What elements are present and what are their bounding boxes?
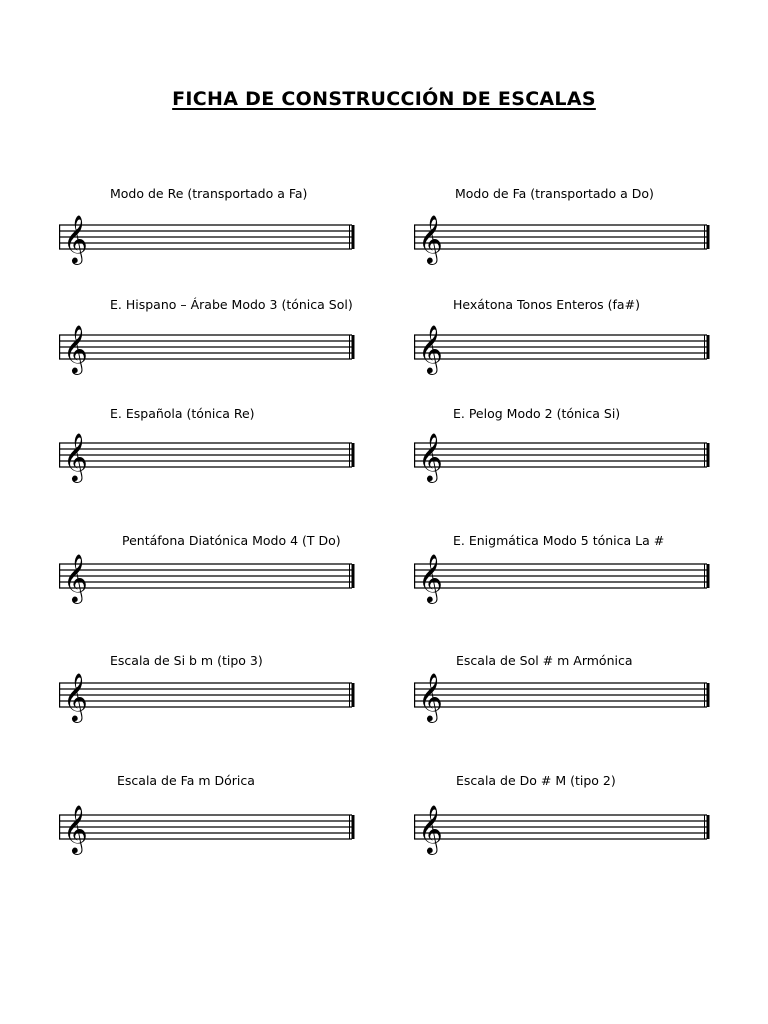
staff-1-right [414,214,710,264]
exercise-label-1-right: Modo de Fa (transportado a Do) [455,186,654,201]
exercise-label-3-left: E. Española (tónica Re) [110,406,255,421]
staff-2-right [414,324,710,374]
treble-clef-icon: 𝄞 [63,672,88,721]
treble-clef-icon: 𝄞 [63,553,88,602]
staff-3-right [414,432,710,482]
exercise-label-5-left: Escala de Si b m (tipo 3) [110,653,263,668]
exercise-label-3-right: E. Pelog Modo 2 (tónica Si) [453,406,621,421]
exercise-label-4-right: E. Enigmática Modo 5 tónica La # [453,533,665,548]
treble-clef-icon: 𝄞 [418,804,443,853]
treble-clef-icon: 𝄞 [63,214,88,263]
staff-lines [59,335,353,359]
exercise-label-4-left: Pentáfona Diatónica Modo 4 (T Do) [122,533,341,548]
staff-1-left [59,214,355,264]
staff-6-left [59,804,355,854]
staff-lines [59,564,353,588]
exercise-label-6-left: Escala de Fa m Dórica [117,773,255,788]
staff-3-left [59,432,355,482]
staff-5-right [414,672,710,722]
staff-lines [59,815,353,839]
staff-2-left [59,324,355,374]
staff-lines [414,564,708,588]
treble-clef-icon: 𝄞 [418,672,443,721]
staff-lines [414,225,708,249]
page-title [0,88,768,110]
treble-clef-icon: 𝄞 [418,432,443,481]
exercise-label-5-right: Escala de Sol # m Armónica [456,653,633,668]
exercise-label-2-right: Hexátona Tonos Enteros (fa#) [453,297,640,312]
staff-4-left [59,553,355,603]
treble-clef-icon: 𝄞 [418,324,443,373]
staff-lines [59,683,353,707]
staff-lines [59,225,353,249]
treble-clef-icon: 𝄞 [63,804,88,853]
staff-6-right [414,804,710,854]
treble-clef-icon: 𝄞 [63,432,88,481]
treble-clef-icon: 𝄞 [418,553,443,602]
exercise-label-2-left: E. Hispano – Árabe Modo 3 (tónica Sol) [110,297,353,312]
staff-lines [414,815,708,839]
treble-clef-icon: 𝄞 [418,214,443,263]
treble-clef-icon: 𝄞 [63,324,88,373]
staff-lines [414,683,708,707]
staff-4-right [414,553,710,603]
staff-lines [414,443,708,467]
staff-5-left [59,672,355,722]
exercise-label-1-left: Modo de Re (transportado a Fa) [110,186,308,201]
exercise-label-6-right: Escala de Do # M (tipo 2) [456,773,616,788]
staff-lines [59,443,353,467]
staff-lines [414,335,708,359]
page-title-text: FICHA DE CONSTRUCCIÓN DE ESCALAS [172,88,596,110]
